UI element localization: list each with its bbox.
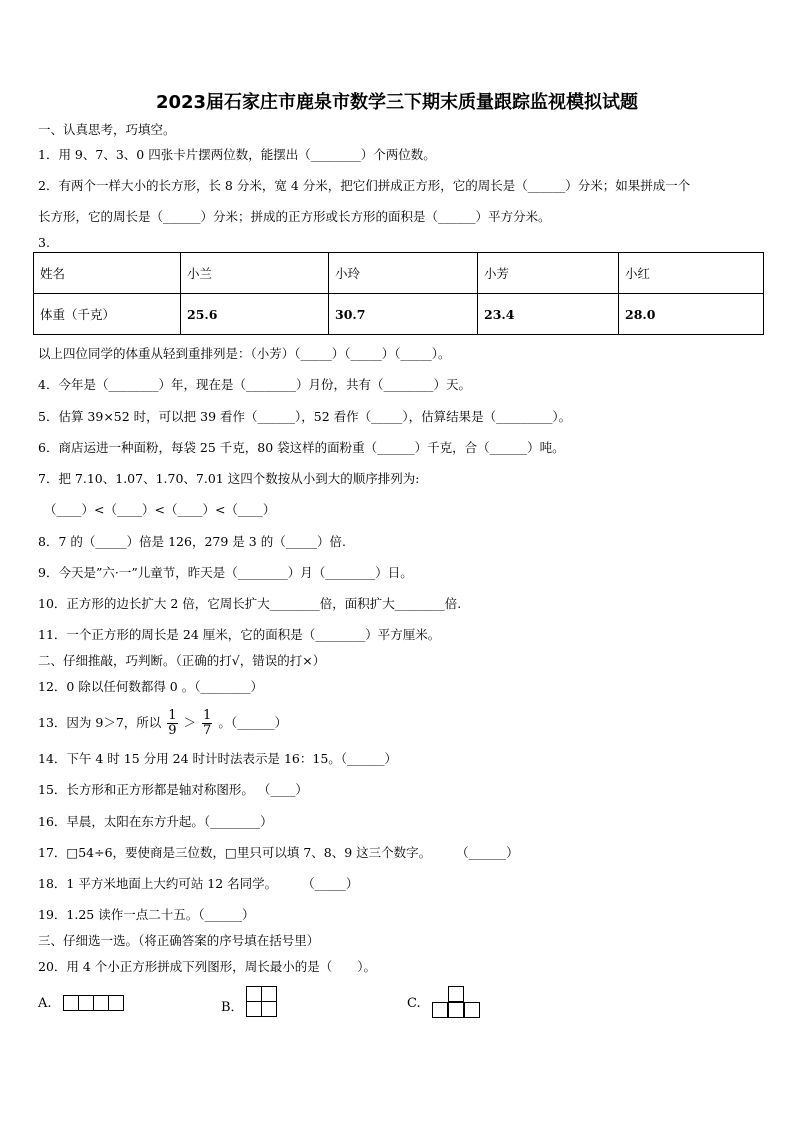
section-heading-1: 一、认真思考，巧填空。 <box>38 122 176 137</box>
table-cell: 25.6 <box>181 294 329 335</box>
question-8: 8．7 的（_____）倍是 126，279 是 3 的（_____）倍. <box>38 534 346 549</box>
weight-table <box>33 252 764 335</box>
question-3-number: 3. <box>38 235 50 250</box>
question-19: 19．1.25 读作一点二十五。（______） <box>38 907 255 922</box>
table-cell: 小玲 <box>329 253 478 294</box>
question-4: 4．今年是（________）年，现在是（________）月份，共有（________）天。 <box>38 377 471 392</box>
question-1: 1．用 9、7、3、0 四张卡片摆两位数，能摆出（________）个两位数。 <box>38 147 436 162</box>
question-3-text: 以上四位同学的体重从轻到重排列是：（小芳）（_____）（_____）（_____）。 <box>38 346 451 361</box>
table-cell: 23.4 <box>478 294 619 335</box>
option-b-label: B． <box>221 1000 244 1015</box>
fraction-denominator: 7 <box>203 723 212 738</box>
table-cell: 28.0 <box>619 294 764 335</box>
question-13 <box>38 706 287 740</box>
question-16: 16．早晨，太阳在东方升起。（________） <box>38 814 273 829</box>
question-11: 11．一个正方形的周长是 24 厘米，它的面积是（________）平方厘米。 <box>38 627 441 642</box>
greater-than-sign: ＞ <box>183 715 197 730</box>
table-cell: 30.7 <box>329 294 478 335</box>
question-2-line-2: 长方形，它的周长是（______）分米；拼成的正方形或长方形的面积是（______）平方分米。 <box>38 209 551 224</box>
question-17: 17．□54÷6，要使商是三位数，□里只可以填 7、8、9 这三个数字。 （______） <box>38 845 519 860</box>
table-row <box>34 294 764 335</box>
question-5: 5．估算 39×52 时，可以把 39 看作（______），52 看作（_____），估算结果是（_________）。 <box>38 409 572 424</box>
question-14: 14．下午 4 时 15 分用 24 时计时法表示是 16：15。（______） <box>38 751 398 766</box>
question-6: 6．商店运进一种面粉，每袋 25 千克，80 袋这样的面粉重（______）千克，合（______）吨。 <box>38 440 565 455</box>
question-9: 9．今天是”六·一”儿童节，昨天是（________）月（________）日。 <box>38 565 413 580</box>
fraction-numerator: 1 <box>203 708 212 723</box>
section-heading-3: 三、仔细选一选。（将正确答案的序号填在括号里） <box>38 933 320 948</box>
fraction-one-ninth <box>167 709 177 738</box>
page-title: 2023届石家庄市鹿泉市数学三下期末质量跟踪监视模拟试题 <box>155 92 639 113</box>
fraction-numerator: 1 <box>168 708 177 723</box>
table-cell: 小芳 <box>478 253 619 294</box>
section-heading-2: 二、仔细推敲，巧判断。（正确的打√，错误的打×） <box>38 653 326 668</box>
table-cell: 姓名 <box>34 253 181 294</box>
option-c-label: C. <box>407 996 421 1011</box>
question-15: 15．长方形和正方形都是轴对称图形。 （____） <box>38 782 308 797</box>
question-18: 18．1 平方米地面上大约可站 12 名同学。 （_____） <box>38 876 359 891</box>
fraction-denominator: 9 <box>168 723 177 738</box>
question-10: 10．正方形的边长扩大 2 倍，它周长扩大________倍，面积扩大________倍. <box>38 596 462 611</box>
table-cell: 小兰 <box>181 253 329 294</box>
question-20: 20．用 4 个小正方形拼成下列图形，周长最小的是（ ）。 <box>38 959 377 974</box>
table-header-row <box>34 253 764 294</box>
question-7: 7．把 7.10、1.07、1.70、7.01 这四个数按从小到大的顺序排列为: <box>38 471 420 486</box>
question-12: 12．0 除以任何数都得 0 。（________） <box>38 679 263 694</box>
question-13-text: 13．因为 9＞7，所以 <box>38 715 162 730</box>
option-a-label: A. <box>38 996 52 1011</box>
question-2-line-1: 2．有两个一样大小的长方形，长 8 分米，宽 4 分米，把它们拼成正方形，它的周长是（______）分米；如果拼成一个 <box>38 178 691 193</box>
question-13-answer: 。（______） <box>218 715 288 730</box>
question-7-blanks: （____）<（____）<（____）<（____） <box>44 502 276 517</box>
fraction-one-seventh <box>202 709 212 738</box>
table-cell: 小红 <box>619 253 764 294</box>
table-cell: 体重（千克） <box>34 294 181 335</box>
